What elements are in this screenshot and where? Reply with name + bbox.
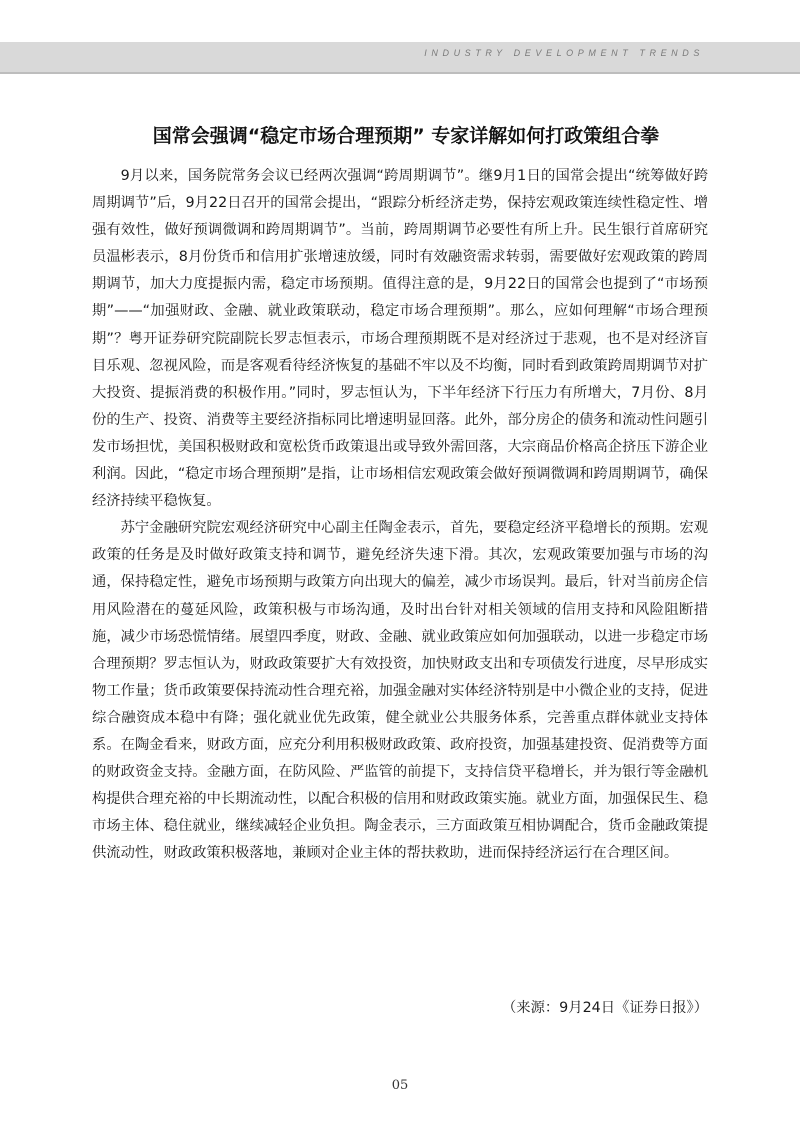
- article-paragraph: 苏宁金融研究院宏观经济研究中心副主任陶金表示，首先，要稳定经济平稳增长的预期。宏观政策的任务是及时做好政策支持和调节，避免经济失速下滑。其次，宏观政策要加强与市场的沟通，保持稳定性，避免市场预期与政策方向出现大的偏差，减少市场误判。最后，针对当前房企信用风险潜在的蔓延风险，政策积极与市场沟通，及时出台针对相关领域的信用支持和风险阻断措施，减少市场恐慌情绪。展望四季度，财政、金融、就业政策应如何加强联动，以进一步稳定市场合理预期？罗志恒认为，财政政策要扩大有效投资，加快财政支出和专项债发行进度，尽早形成实物工作量；货币政策要保持流动性合理充裕，加强金融对实体经济特别是中小微企业的支持，促进综合融资成本稳中有降；强化就业优先政策，健全就业公共服务体系，完善重点群体就业支持体系。在陶金看来，财政方面，应充分利用积极财政政策、政府投资，加强基建投资、促消费等方面的财政资金支持。金融方面，在防风险、严监管的前提下，支持信贷平稳增长，并为银行等金融机构提供合理充裕的中长期流动性，以配合积极的信用和财政政策实施。就业方面，加强保民生、稳市场主体、稳住就业，继续减轻企业负担。陶金表示，三方面政策互相协调配合，货币金融政策提供流动性，财政政策积极落地，兼顾对企业主体的帮扶救助，进而保持经济运行在合理区间。: [92, 520, 708, 862]
- running-header: INDUSTRY DEVELOPMENT TRENDS: [424, 48, 704, 58]
- page-number: 05: [391, 1078, 409, 1093]
- article-paragraph: 9月以来，国务院常务会议已经两次强调“跨周期调节”。继9月1日的国常会提出“统筹做好跨周期调节”后，9月22日召开的国常会提出，“跟踪分析经济走势，保持宏观政策连续性稳定性、增强有效性，做好预调微调和跨周期调节”。当前，跨周期调节必要性有所上升。民生银行首席研究员温彬表示，8月份货币和信用扩张增速放缓，同时有效融资需求转弱，需要做好宏观政策的跨周期调节，加大力度提振内需，稳定市场预期。值得注意的是，9月22日的国常会也提到了“市场预期”——“加强财政、金融、就业政策联动，稳定市场合理预期”。那么，应如何理解“市场合理预期”？粤开证券研究院副院长罗志恒表示，市场合理预期既不是对经济过于悲观，也不是对经济盲目乐观、忽视风险，而是客观看待经济恢复的基础不牢以及不均衡，同时看到政策跨周期调节对扩大投资、提振消费的积极作用。”同时，罗志恒认为，下半年经济下行压力有所增大，7月份、8月份的生产、投资、消费等主要经济指标同比增速明显回落。此外，部分房企的债务和流动性问题引发市场担忧，美国积极财政和宽松货币政策退出或导致外需回落，大宗商品价格高企挤压下游企业利润。因此，“稳定市场合理预期”是指，让市场相信宏观政策会做好预调微调和跨周期调节，确保经济持续平稳恢复。: [92, 168, 708, 510]
- article-title: 国常会强调“稳定市场合理预期” 专家详解如何打政策组合拳: [152, 125, 660, 147]
- header-divider: [0, 72, 800, 74]
- article-body: [92, 163, 708, 867]
- article-source: （来源：9月24日《证券日报》）: [502, 1000, 708, 1016]
